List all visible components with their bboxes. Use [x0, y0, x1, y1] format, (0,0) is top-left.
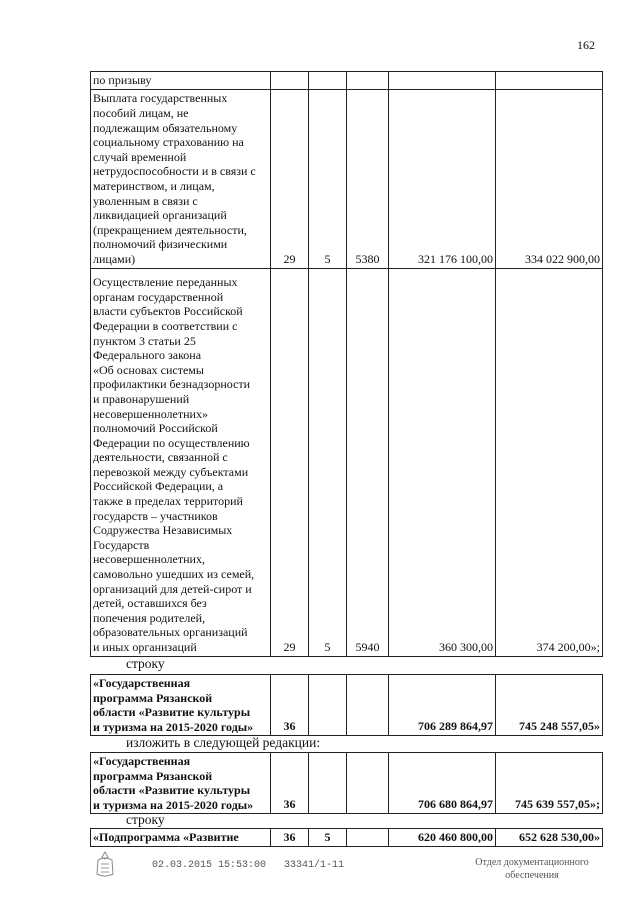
row-cell: 29: [271, 89, 309, 268]
footer-datetime: 02.03.2015 15:53:00: [152, 860, 267, 871]
row-cell: 745 639 557,05»;: [496, 753, 603, 814]
row-name: Выплата государственных пособий лицам, не подлежащим обязательному социальному страхованию на случай временной нетрудоспособности и в связи с материнством, и лицам, уволенным в связи с ликвидацией организаций (прекращением деятельности, полномочий физическими лицами): [91, 89, 271, 268]
instruction-text: строку: [126, 656, 165, 671]
row-cell: [496, 72, 603, 90]
row-cell: [347, 829, 389, 847]
row-cell: 5: [309, 829, 347, 847]
row-cell: [347, 753, 389, 814]
table-row: [91, 89, 603, 268]
emblem-icon: [92, 850, 118, 880]
budget-table: [90, 71, 603, 657]
row-cell: [309, 72, 347, 90]
row-cell: 5: [309, 268, 347, 656]
row-cell: [309, 753, 347, 814]
row-cell: 5940: [347, 268, 389, 656]
row-name: «Государственная программа Рязанской области «Развитие культуры и туризма на 2015-2020 годы»: [91, 753, 271, 814]
row-cell: 321 176 100,00: [389, 89, 496, 268]
row-cell: 745 248 557,05»: [496, 675, 603, 736]
table-row: [91, 675, 603, 736]
instruction-text: изложить в следующей редакции:: [126, 735, 321, 750]
row-cell: 706 680 864,97: [389, 753, 496, 814]
subprogram-row-table: [90, 828, 603, 847]
table-row: [91, 72, 603, 90]
table-row: [91, 753, 603, 814]
row-name: «Подпрограмма «Развитие: [91, 829, 271, 847]
instruction-text: строку: [126, 812, 165, 827]
row-cell: 706 289 864,97: [389, 675, 496, 736]
row-cell: [347, 675, 389, 736]
new-row-table: [90, 752, 603, 814]
row-cell: 374 200,00»;: [496, 268, 603, 656]
row-cell: 36: [271, 829, 309, 847]
row-cell: 652 628 530,00»: [496, 829, 603, 847]
old-row-table: [90, 674, 603, 736]
row-cell: 5380: [347, 89, 389, 268]
row-cell: [347, 72, 389, 90]
footer-stamp: Отдел документационного обеспечения: [475, 857, 589, 881]
row-name: Осуществление переданных органам государственной власти субъектов Российской Федерации в соответствии с пунктом 3 статьи 25 Федерального закона «Об основах системы профилактики безнадзорности и правонарушений несовершеннолетних» полномочий Российской Федерации по осуществлению деятельности, связанной с перевозкой между субъектами Российской Федерации, а также в пределах территорий государств – участников Содружества Независимых Государств несовершеннолетних, самовольно ушедших из семей, организаций для детей-сирот и детей, оставшихся без попечения родителей, образовательных организаций и иных организаций: [91, 268, 271, 656]
row-cell: 36: [271, 675, 309, 736]
row-cell: 29: [271, 268, 309, 656]
row-name: «Государственная программа Рязанской области «Развитие культуры и туризма на 2015-2020 годы»: [91, 675, 271, 736]
table-row: [91, 829, 603, 847]
page-number: 162: [577, 38, 595, 52]
table-row: [91, 268, 603, 656]
footer-doc-number: 33341/1-11: [284, 860, 345, 871]
row-cell: 36: [271, 753, 309, 814]
row-cell: [389, 72, 496, 90]
row-cell: 620 460 800,00: [389, 829, 496, 847]
row-cell: 360 300,00: [389, 268, 496, 656]
row-cell: 5: [309, 89, 347, 268]
row-cell: 334 022 900,00: [496, 89, 603, 268]
row-cell: [271, 72, 309, 90]
row-cell: [309, 675, 347, 736]
row-name: по призыву: [91, 72, 271, 90]
